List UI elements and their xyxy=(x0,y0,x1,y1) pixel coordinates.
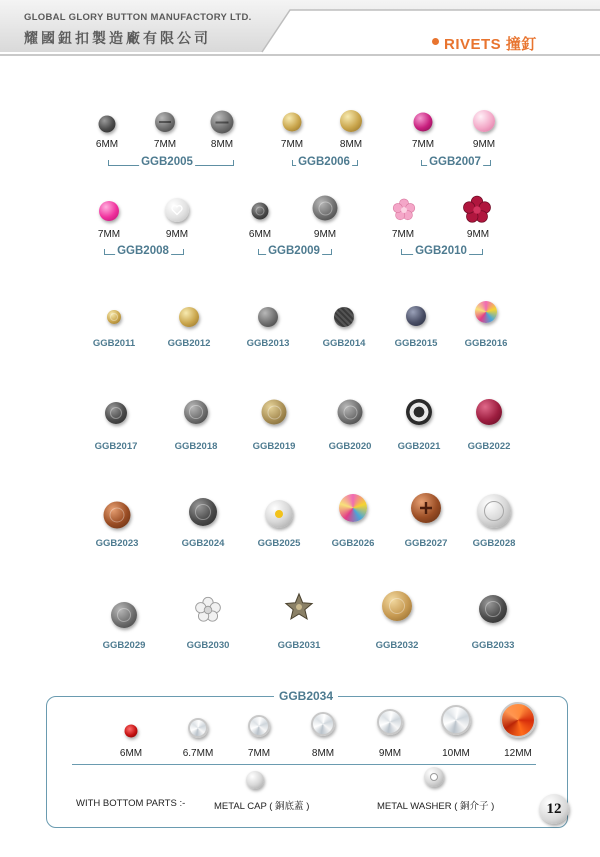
gem-rivet-image xyxy=(311,712,335,736)
rivet-image xyxy=(340,110,362,132)
size-label: 8MM xyxy=(311,748,335,759)
section-title: RIVETS 撞釘 xyxy=(444,36,537,53)
size-label: 12MM xyxy=(504,748,532,759)
size-label: 6.7MM xyxy=(182,748,214,759)
size-label: 9MM xyxy=(472,139,496,150)
product-code: GGB2024 xyxy=(181,538,225,549)
rivet-image xyxy=(107,310,121,324)
rivet-image xyxy=(406,306,426,326)
product-code: GGB2013 xyxy=(246,338,290,349)
rivet-image xyxy=(265,500,293,528)
group-code: GGB2008 xyxy=(117,245,169,257)
rivet-image xyxy=(165,198,189,222)
rivet-image xyxy=(411,493,441,523)
rivet-image xyxy=(473,110,495,132)
metal-cap-label: METAL CAP ( 銅底蓋 ) xyxy=(214,801,310,812)
red-flower-rivet-image xyxy=(462,195,492,225)
rivet-image xyxy=(339,494,367,522)
rivet-image xyxy=(99,116,116,133)
section-bullet-icon xyxy=(432,38,439,45)
product-code: GGB2030 xyxy=(186,640,230,651)
metal-washer-image xyxy=(424,767,444,787)
star-rivet-image xyxy=(284,592,314,622)
company-name-english: GLOBAL GLORY BUTTON MANUFACTORY LTD. xyxy=(24,12,252,23)
product-code: GGB2012 xyxy=(167,338,211,349)
size-label: 7MM xyxy=(153,139,177,150)
gem-rivet-image xyxy=(248,715,270,737)
rivet-image xyxy=(105,402,127,424)
size-label: 7MM xyxy=(411,139,435,150)
gem-rivet-image xyxy=(188,718,208,738)
rivet-image xyxy=(252,203,269,220)
group-code: GGB2009 xyxy=(268,245,320,257)
size-label: 9MM xyxy=(313,229,337,240)
rivet-image xyxy=(184,400,208,424)
size-label: 9MM xyxy=(466,229,490,240)
rivet-image xyxy=(475,301,497,323)
company-name-chinese: 耀國鈕扣製造廠有限公司 xyxy=(24,30,211,46)
product-code: GGB2017 xyxy=(94,441,138,452)
product-code: GGB2027 xyxy=(404,538,448,549)
product-code: GGB2014 xyxy=(322,338,366,349)
product-code: GGB2023 xyxy=(95,538,139,549)
panel-code: GGB2034 xyxy=(274,689,338,703)
rivet-image xyxy=(414,113,433,132)
pink-flower-rivet-image xyxy=(392,198,416,222)
product-code: GGB2016 xyxy=(464,338,508,349)
rivet-image xyxy=(479,595,507,623)
metal-washer-label: METAL WASHER ( 銅介子 ) xyxy=(377,801,495,812)
page-number: 12 xyxy=(539,794,569,824)
product-code: GGB2022 xyxy=(467,441,511,452)
rivet-image xyxy=(477,494,511,528)
rivet-image xyxy=(313,196,338,221)
gem-rivet-image xyxy=(125,725,138,738)
gem-rivet-image xyxy=(377,709,403,735)
size-label: 8MM xyxy=(339,139,363,150)
size-label: 7MM xyxy=(280,139,304,150)
group-code: GGB2007 xyxy=(429,156,481,168)
metal-cap-image xyxy=(246,771,264,789)
size-label: 6MM xyxy=(119,748,143,759)
rivet-image xyxy=(476,399,502,425)
product-code: GGB2018 xyxy=(174,441,218,452)
rivet-image xyxy=(334,307,354,327)
rivet-image xyxy=(99,201,119,221)
product-code: GGB2011 xyxy=(92,338,136,349)
heart-icon xyxy=(171,204,183,216)
size-label: 8MM xyxy=(210,139,234,150)
rivet-image xyxy=(283,113,302,132)
size-label: 7MM xyxy=(391,229,415,240)
inner-ring-icon xyxy=(484,501,504,521)
bottom-parts-label: WITH BOTTOM PARTS :- xyxy=(76,798,186,809)
size-label: 7MM xyxy=(97,229,121,240)
product-code: GGB2033 xyxy=(471,640,515,651)
yellow-center-icon xyxy=(275,510,283,518)
product-code: GGB2026 xyxy=(331,538,375,549)
rivet-image xyxy=(111,602,137,628)
size-label: 7MM xyxy=(247,748,271,759)
size-label: 9MM xyxy=(165,229,189,240)
product-code: GGB2019 xyxy=(252,441,296,452)
flower-rivet-image xyxy=(194,596,222,624)
size-label: 6MM xyxy=(248,229,272,240)
group-code: GGB2010 xyxy=(415,245,467,257)
product-code: GGB2015 xyxy=(394,338,438,349)
size-label: 10MM xyxy=(442,748,470,759)
washer-hole-icon xyxy=(430,773,438,781)
rivet-image xyxy=(104,502,131,529)
group-code: GGB2006 xyxy=(298,156,350,168)
rivet-image xyxy=(155,112,175,132)
group-code: GGB2005 xyxy=(141,156,193,168)
rivet-image xyxy=(211,111,234,134)
panel-divider xyxy=(72,764,536,765)
rivet-image xyxy=(262,400,287,425)
gem-rivet-image xyxy=(500,702,536,738)
header-divider xyxy=(0,54,600,56)
cross-icon xyxy=(419,501,433,515)
product-code: GGB2032 xyxy=(375,640,419,651)
rivet-image xyxy=(406,399,432,425)
product-code: GGB2020 xyxy=(328,441,372,452)
gem-rivet-image xyxy=(441,705,471,735)
rivet-image xyxy=(179,307,199,327)
product-code: GGB2029 xyxy=(102,640,146,651)
rivet-image xyxy=(338,400,363,425)
rivet-image xyxy=(258,307,278,327)
product-code: GGB2021 xyxy=(397,441,441,452)
size-label: 6MM xyxy=(95,139,119,150)
product-code: GGB2031 xyxy=(277,640,321,651)
product-code: GGB2025 xyxy=(257,538,301,549)
size-label: 9MM xyxy=(378,748,402,759)
page-header xyxy=(0,0,600,60)
rivet-image xyxy=(382,591,412,621)
product-code: GGB2028 xyxy=(472,538,516,549)
rivet-image xyxy=(189,498,217,526)
